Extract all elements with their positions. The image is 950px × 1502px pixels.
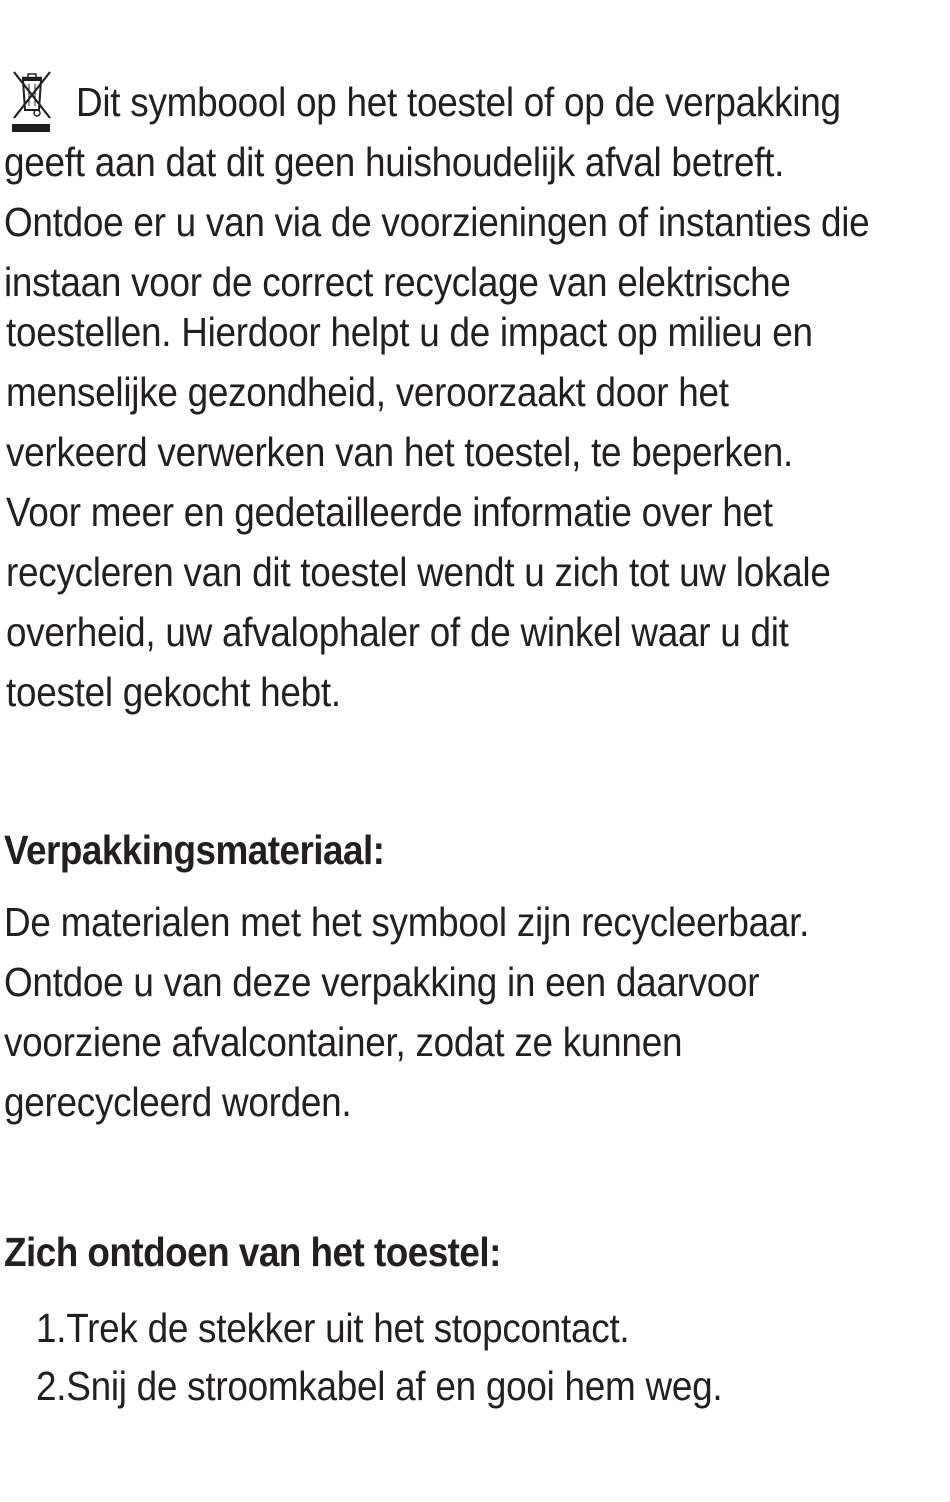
packaging-line-3: voorziene afvalcontainer, zodat ze kunnen [4, 1019, 683, 1065]
notice-line-2: geeft aan dat dit geen huishoudelijk afval betreft. [4, 139, 785, 185]
packaging-line-4: gerecycleerd worden. [4, 1079, 352, 1125]
notice-line-6: menselijke gezondheid, veroorzaakt door het [6, 369, 729, 415]
notice-line-11: toestel gekocht hebt. [6, 669, 341, 715]
appliance-disposal-heading: Zich ontdoen van het toestel: [4, 1229, 501, 1275]
notice-line-1: Dit symboool op het toestel of op de verpakking [76, 79, 841, 125]
crossed-out-wheelie-bin-icon [8, 68, 54, 134]
notice-line-7: verkeerd verwerken van het toestel, te beperken. [6, 429, 793, 475]
notice-line-3: Ontdoe er u van via de voorzieningen of instanties die [4, 199, 870, 245]
notice-line-9: recycleren van dit toestel wendt u zich tot uw lokale [6, 549, 831, 595]
notice-line-5: toestellen. Hierdoor helpt u de impact op milieu en [6, 309, 813, 355]
disposal-step-1: 1.Trek de stekker uit het stopcontact. [36, 1305, 630, 1351]
notice-line-10: overheid, uw afvalophaler of de winkel waar u dit [6, 609, 789, 655]
notice-line-4: instaan voor de correct recyclage van elektrische [4, 259, 791, 305]
disposal-step-2: 2.Snij de stroomkabel af en gooi hem weg. [36, 1363, 723, 1409]
packaging-heading: Verpakkingsmateriaal: [4, 827, 385, 873]
packaging-line-1: De materialen met het symbool zijn recycleerbaar. [4, 899, 810, 945]
notice-line-8: Voor meer en gedetailleerde informatie over het [6, 489, 773, 535]
packaging-line-2: Ontdoe u van deze verpakking in een daarvoor [4, 959, 760, 1005]
